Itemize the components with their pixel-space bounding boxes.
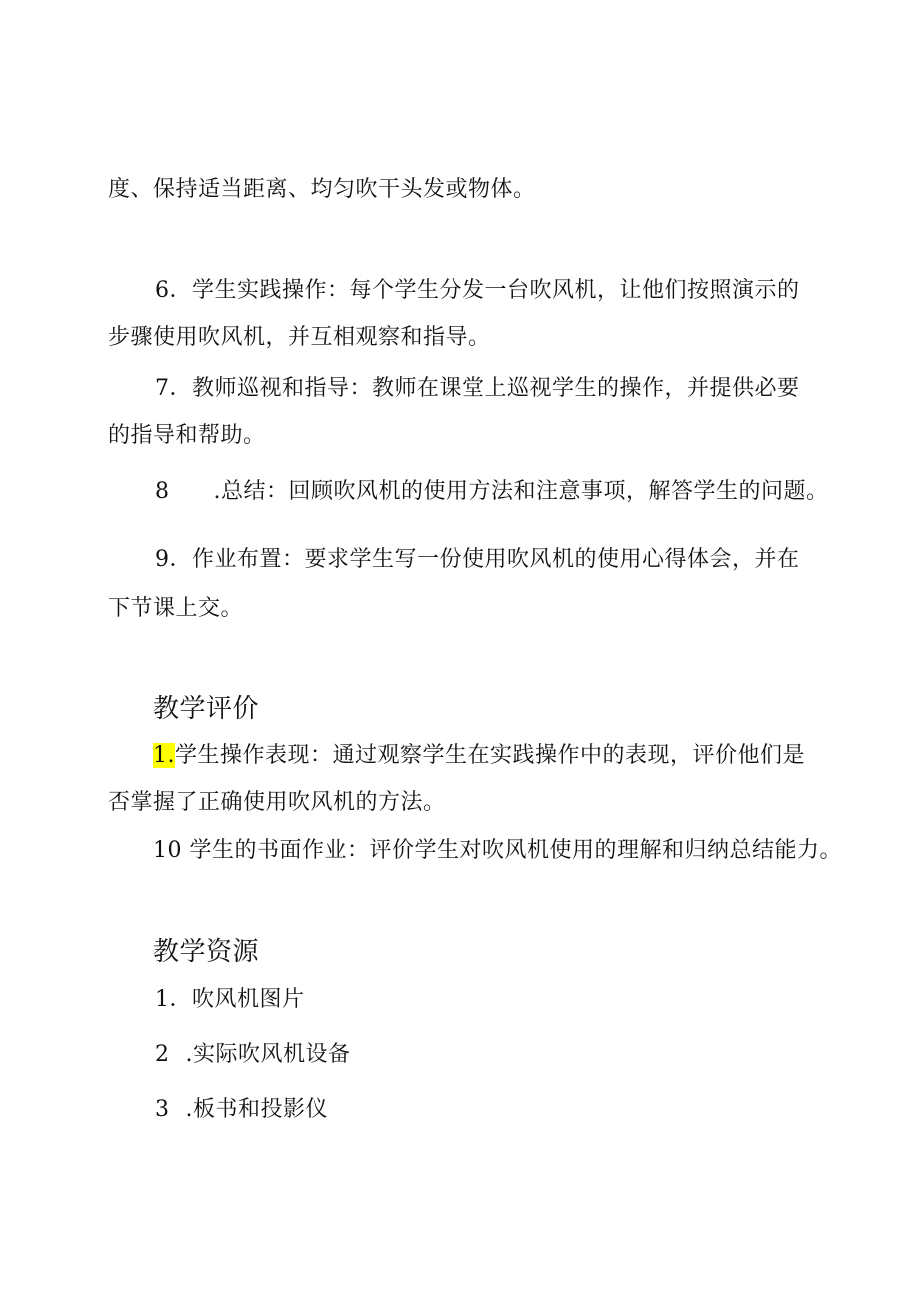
resource-item-2 [155,1040,351,1070]
step-6-sep: ． [169,278,193,303]
step-6-text: 学生实践操作：每个学生分发一台吹风机，让他们按照演示的 [192,278,800,303]
step-7-text: 教师巡视和指导：教师在课堂上巡视学生的操作，并提供必要 [192,376,800,401]
step-9-number: 9 [155,547,170,572]
step-7-line2: 的指导和帮助。 [108,423,266,448]
step-8-text: 总结：回顾吹风机的使用方法和注意事项，解答学生的问题。 [221,479,829,504]
evaluation-item-2-number: 10 [153,838,182,863]
step-8-sep: . [213,479,221,504]
step-8-line1 [155,477,829,507]
evaluation-item-2 [153,836,842,866]
intro-continuation: 度、保持适当距离、均匀吹干头发或物体。 [108,177,536,202]
step-7-line1 [155,374,800,404]
step-7-number: 7 [155,376,170,401]
resource-item-1-text: 吹风机图片 [192,987,305,1012]
step-7-sep: ． [169,376,193,401]
step-6-line2: 步骤使用吹风机，并互相观察和指导。 [108,325,491,350]
resource-item-3-number: 3 [155,1097,170,1122]
step-9-line1 [155,545,800,575]
evaluation-item-1-text: 学生操作表现：通过观察学生在实践操作中的表现，评价他们是 [175,743,806,768]
evaluation-heading: 教学评价 [153,694,260,724]
evaluation-item-1-number: 1. [153,743,175,768]
resource-item-3-sep: . [185,1097,193,1122]
resource-item-2-sep: . [185,1042,193,1067]
resource-item-3-text: 板书和投影仪 [193,1097,329,1122]
resources-heading: 教学资源 [153,937,260,967]
evaluation-item-2-text: 学生的书面作业：评价学生对吹风机使用的理解和归纳总结能力。 [189,838,843,863]
step-9-line2: 下节课上交。 [108,596,244,621]
step-9-sep: ． [169,547,193,572]
resource-item-1-number: 1 [155,987,170,1012]
resource-item-2-number: 2 [155,1042,170,1067]
step-6-number: 6 [155,278,170,303]
step-6-line1 [155,276,800,306]
step-8-number: 8 [155,479,170,504]
step-9-text: 作业布置：要求学生写一份使用吹风机的使用心得体会，并在 [192,547,800,572]
resource-item-2-text: 实际吹风机设备 [193,1042,351,1067]
evaluation-item-1-line2: 否掌握了正确使用吹风机的方法。 [108,790,446,815]
evaluation-item-1-line1 [153,741,805,771]
resource-item-1 [155,985,305,1015]
resource-item-1-sep: ． [169,987,193,1012]
resource-item-3 [155,1095,328,1125]
